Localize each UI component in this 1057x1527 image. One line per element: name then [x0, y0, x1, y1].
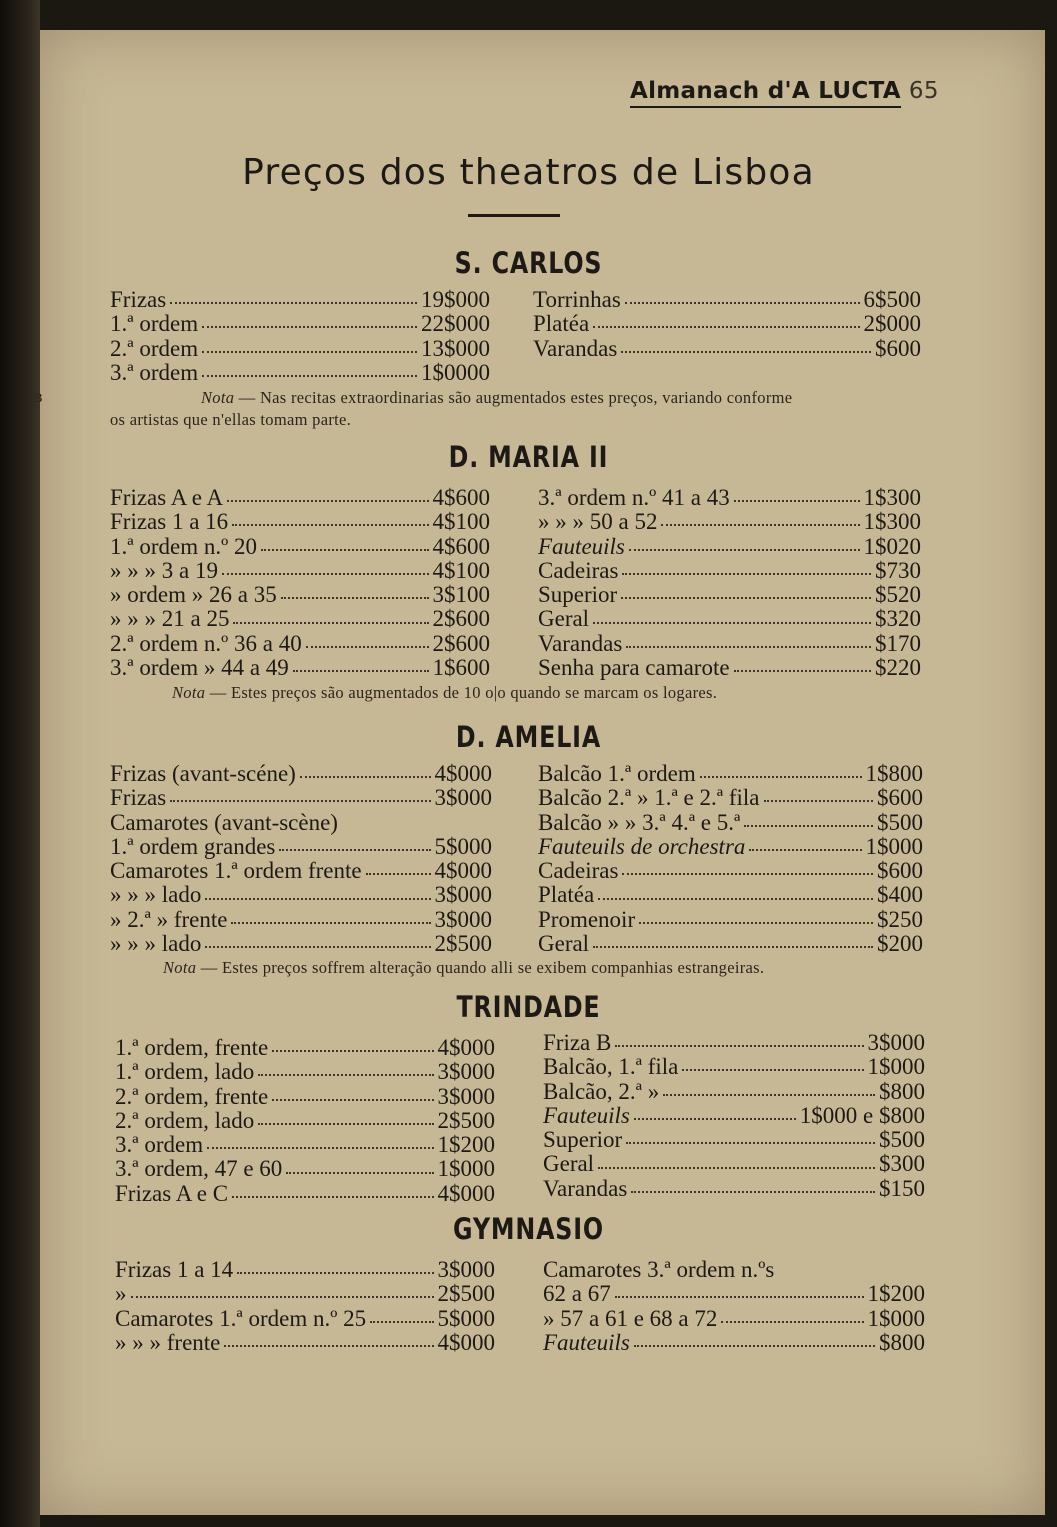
price-value: 2$500	[437, 1107, 495, 1133]
price-row	[538, 762, 923, 786]
section-title-d-maria: D. MARIA II	[448, 440, 609, 474]
price-value: 1$200	[867, 1281, 925, 1307]
price-row	[110, 583, 490, 607]
price-value: 5$000	[434, 833, 492, 859]
price-row	[543, 1258, 925, 1282]
price-value: 4$100	[432, 557, 490, 583]
dot-leader	[202, 351, 417, 353]
dot-leader	[734, 670, 871, 672]
d-amelia-left-list	[110, 762, 492, 956]
dot-leader	[170, 800, 430, 802]
price-row	[543, 1307, 925, 1331]
price-value: 2$500	[434, 931, 492, 957]
price-row	[115, 1307, 495, 1331]
price-row	[538, 583, 921, 607]
price-row	[543, 1055, 925, 1079]
seat-label: Cadeiras	[538, 558, 619, 583]
stray-mark: ɜ	[35, 386, 43, 406]
price-value: 3$000	[867, 1030, 925, 1055]
price-row	[543, 1152, 925, 1176]
price-value: 2$600	[432, 630, 490, 656]
dot-leader	[202, 326, 417, 328]
seat-label: » » » lado	[110, 883, 202, 908]
price-row	[538, 835, 923, 859]
seat-label: 1.ª ordem grandes	[110, 834, 276, 859]
price-value: 1$000	[867, 1054, 925, 1080]
price-row	[115, 1109, 495, 1133]
price-row	[115, 1182, 495, 1206]
seat-label: » » » 21 a 25	[110, 607, 230, 632]
price-value: 5$000	[437, 1305, 495, 1331]
price-value: 4$000	[437, 1180, 495, 1206]
price-row	[538, 510, 921, 534]
price-value: 2$500	[437, 1281, 495, 1307]
price-value: $500	[877, 809, 923, 835]
price-value: 1$0000	[421, 359, 490, 385]
price-row	[538, 859, 923, 883]
price-value: 4$000	[437, 1035, 495, 1060]
dot-leader	[625, 302, 860, 304]
price-row	[543, 1104, 925, 1128]
price-row	[110, 811, 492, 835]
price-row	[110, 883, 492, 907]
price-row	[543, 1331, 925, 1355]
price-value: $520	[875, 582, 921, 608]
seat-label: 1.ª ordem, lado	[115, 1060, 255, 1085]
seat-label: Balcão » » 3.ª 4.ª e 5.ª	[538, 810, 741, 835]
dot-leader	[622, 873, 873, 875]
dot-leader	[622, 573, 871, 575]
seat-label: » 2.ª » frente	[110, 907, 228, 932]
seat-label: Varandas	[533, 336, 618, 361]
price-row	[533, 337, 921, 361]
price-row	[110, 932, 492, 956]
dot-leader	[293, 670, 429, 672]
price-row	[110, 535, 490, 559]
price-value: 1$800	[865, 761, 923, 786]
price-value: $730	[875, 557, 921, 583]
seat-label: Senha para camarote	[538, 656, 730, 681]
section-title-gymnasio: GYMNASIO	[453, 1212, 604, 1246]
dot-leader	[661, 524, 859, 526]
dot-leader	[593, 946, 873, 948]
seat-label: 62 a 67	[543, 1282, 611, 1307]
price-row	[538, 656, 921, 680]
d-maria-note: Nota — Estes preços são augmentados de 10 o|o quando se marcam os logares.	[172, 683, 718, 702]
dot-leader	[615, 1296, 864, 1298]
price-row	[110, 312, 490, 336]
seat-label: Geral	[538, 932, 590, 957]
price-value: 1$300	[863, 485, 921, 510]
price-value: $500	[879, 1127, 925, 1153]
price-value: 1$000	[437, 1156, 495, 1182]
dot-leader	[272, 1099, 433, 1101]
price-row	[110, 361, 490, 385]
dot-leader	[621, 597, 871, 599]
price-row	[538, 786, 923, 810]
price-value: 1$020	[863, 533, 921, 559]
price-row	[110, 656, 490, 680]
dot-leader	[663, 1094, 875, 1096]
seat-label: Balcão 2.ª » 1.ª e 2.ª fila	[538, 786, 760, 811]
seat-label: Camarotes 1.ª ordem frente	[110, 859, 362, 884]
d-amelia-note: Nota — Estes preços soffrem alteração quando alli se exibem companhias estrangeiras.	[163, 958, 765, 977]
price-value: $220	[875, 655, 921, 681]
dot-leader	[258, 1074, 433, 1076]
price-row	[115, 1331, 495, 1355]
seat-label: Camarotes 3.ª ordem n.ºs	[543, 1258, 775, 1282]
price-row	[115, 1282, 495, 1306]
price-row	[538, 811, 923, 835]
seat-label: Frizas	[110, 786, 167, 811]
price-row	[110, 786, 492, 810]
seat-label: » » » frente	[115, 1330, 221, 1355]
seat-label: » » » lado	[110, 932, 202, 957]
seat-label: Fauteuils de orchestra	[538, 834, 746, 859]
dot-leader	[626, 1142, 875, 1144]
price-row	[543, 1177, 925, 1201]
price-value: 19$000	[421, 287, 490, 312]
price-value: 4$000	[434, 858, 492, 884]
seat-label: 2.ª ordem	[110, 336, 199, 361]
note-text: Estes preços soffrem alteração quando alli se exibem companhias estrangeiras.	[221, 958, 765, 977]
d-maria-right-list	[538, 486, 921, 680]
dot-leader	[170, 302, 417, 304]
section-title-s-carlos: S. CARLOS	[454, 246, 603, 280]
s-carlos-right-list	[533, 288, 921, 361]
trindade-left-list	[115, 1036, 495, 1206]
price-row	[543, 1128, 925, 1152]
price-row	[110, 908, 492, 932]
price-value: 13$000	[421, 335, 490, 361]
seat-label: Fauteuils	[543, 1330, 630, 1355]
note-label: Nota	[172, 683, 206, 702]
seat-label: Superior	[543, 1128, 623, 1153]
price-value: 4$000	[434, 761, 492, 786]
seat-label: Frizas	[110, 288, 167, 312]
dot-leader	[615, 1045, 863, 1047]
seat-label: Superior	[538, 583, 618, 608]
seat-label: 1.ª ordem	[110, 312, 199, 337]
section-title-trindade: TRINDADE	[456, 990, 601, 1024]
dot-leader	[231, 922, 430, 924]
price-value: $320	[875, 606, 921, 632]
seat-label: 2.ª ordem, frente	[115, 1084, 269, 1109]
seat-label: Frizas A e A	[110, 486, 224, 510]
price-value: $400	[877, 882, 923, 908]
seat-label: » ordem » 26 a 35	[110, 583, 277, 608]
price-value: 22$000	[421, 311, 490, 337]
seat-label: 2.ª ordem, lado	[115, 1108, 255, 1133]
dot-leader	[232, 524, 428, 526]
dot-leader	[286, 1172, 433, 1174]
price-row	[110, 510, 490, 534]
price-value: 3$000	[434, 785, 492, 811]
price-row	[538, 883, 923, 907]
gymnasio-left-list	[115, 1258, 495, 1355]
seat-label: Fauteuils	[543, 1103, 630, 1128]
seat-label: Frizas 1 a 14	[115, 1258, 234, 1282]
price-row	[538, 607, 921, 631]
price-value: 4$600	[432, 485, 490, 510]
note-text: Nas recitas extraordinarias são augmentados estes preços, variando conforme	[259, 388, 793, 407]
seat-label: Balcão, 1.ª fila	[543, 1055, 679, 1080]
seat-label: Platéa	[538, 883, 595, 908]
dot-leader	[598, 1167, 875, 1169]
dot-leader	[272, 1050, 433, 1052]
price-row	[110, 835, 492, 859]
seat-label: 1.ª ordem, frente	[115, 1036, 269, 1060]
title-rule	[468, 214, 560, 217]
dot-leader	[300, 776, 431, 778]
price-row	[115, 1085, 495, 1109]
price-row	[538, 932, 923, 956]
price-row	[533, 312, 921, 336]
dot-leader	[281, 597, 429, 599]
running-title: Almanach d'A LUCTA	[630, 78, 901, 108]
seat-label: Varandas	[538, 631, 623, 656]
d-amelia-right-list	[538, 762, 923, 956]
seat-label: » » » 50 a 52	[538, 510, 658, 535]
price-row	[538, 632, 921, 656]
price-value: $170	[875, 630, 921, 656]
dot-leader	[734, 500, 860, 502]
seat-label: 3.ª ordem	[115, 1133, 204, 1158]
price-row	[110, 632, 490, 656]
price-value: $800	[879, 1078, 925, 1104]
seat-label: Geral	[543, 1152, 595, 1177]
dot-leader	[639, 922, 873, 924]
dot-leader	[629, 549, 860, 551]
s-carlos-note: Nota — Nas recitas extraordinarias são augmentados estes preços, variando conforme	[201, 388, 793, 407]
dot-leader	[621, 351, 871, 353]
price-row	[538, 559, 921, 583]
price-row	[115, 1157, 495, 1181]
price-value: 4$000	[437, 1329, 495, 1355]
price-row	[538, 535, 921, 559]
trindade-right-list	[543, 1031, 925, 1201]
seat-label: Balcão, 2.ª »	[543, 1079, 660, 1104]
price-value: 1$300	[863, 509, 921, 535]
dot-leader	[764, 800, 874, 802]
gymnasio-right-list	[543, 1258, 925, 1355]
price-value: 1$600	[432, 655, 490, 681]
seat-label: 3.ª ordem, 47 e 60	[115, 1157, 283, 1182]
seat-label: 3.ª ordem	[110, 360, 199, 385]
price-value: 4$100	[432, 509, 490, 535]
price-value: $600	[875, 335, 921, 361]
seat-label: 3.ª ordem » 44 a 49	[110, 656, 289, 681]
price-value: 1$000 e $800	[799, 1102, 925, 1128]
price-row	[543, 1282, 925, 1306]
price-row	[110, 337, 490, 361]
dot-leader	[205, 946, 430, 948]
price-row	[538, 486, 921, 510]
dot-leader	[279, 849, 430, 851]
dot-leader	[306, 646, 429, 648]
price-row	[110, 486, 490, 510]
price-value: $150	[879, 1175, 925, 1201]
d-maria-left-list	[110, 486, 490, 680]
price-value: 2$600	[432, 606, 490, 632]
seat-label: Promenoir	[538, 907, 636, 932]
price-value: 3$000	[437, 1083, 495, 1109]
price-value: 1$000	[865, 833, 923, 859]
seat-label: » 57 a 61 e 68 a 72	[543, 1306, 718, 1331]
price-row	[110, 859, 492, 883]
seat-label: Geral	[538, 607, 590, 632]
price-row	[115, 1060, 495, 1084]
price-row	[533, 288, 921, 312]
dot-leader	[207, 1147, 433, 1149]
price-value: 3$000	[434, 906, 492, 932]
price-row	[543, 1080, 925, 1104]
dot-leader	[626, 646, 871, 648]
price-value: $600	[877, 785, 923, 811]
dot-leader	[370, 1321, 433, 1323]
dot-leader	[598, 898, 873, 900]
dot-leader	[634, 1345, 875, 1347]
dot-leader	[202, 375, 417, 377]
dot-leader	[224, 1345, 433, 1347]
dot-leader	[258, 1123, 433, 1125]
note-label: Nota	[163, 958, 197, 977]
note-label: Nota	[201, 388, 235, 407]
price-row	[543, 1031, 925, 1055]
seat-label: Platéa	[533, 312, 590, 337]
price-value: $200	[877, 931, 923, 957]
seat-label: Cadeiras	[538, 859, 619, 884]
page-title: Preços dos theatros de Lisboa	[242, 152, 815, 193]
price-row	[110, 559, 490, 583]
price-value: 3$100	[432, 582, 490, 608]
price-value: $800	[879, 1329, 925, 1355]
price-row	[115, 1258, 495, 1282]
dot-leader	[222, 573, 429, 575]
price-row	[115, 1133, 495, 1157]
dot-leader	[261, 549, 429, 551]
dot-leader	[232, 1196, 433, 1198]
seat-label: 3.ª ordem n.º 41 a 43	[538, 486, 730, 510]
seat-label: Camarotes (avant-scène)	[110, 810, 338, 835]
price-row	[110, 607, 490, 631]
price-value: 3$000	[437, 1257, 495, 1282]
section-title-d-amelia: D. AMELIA	[455, 720, 602, 754]
book-gutter	[0, 0, 40, 1527]
price-row	[110, 288, 490, 312]
price-value: 3$000	[434, 882, 492, 908]
dot-leader	[634, 1118, 796, 1120]
dot-leader	[131, 1296, 434, 1298]
note-text: Estes preços são augmentados de 10 o|o quando se marcam os logares.	[230, 683, 718, 702]
price-row	[110, 762, 492, 786]
seat-label: Varandas	[543, 1176, 628, 1201]
price-value: $600	[877, 858, 923, 884]
seat-label: Friza B	[543, 1031, 612, 1055]
seat-label: Fauteuils	[538, 534, 625, 559]
dot-leader	[366, 873, 431, 875]
price-value: 3$000	[437, 1059, 495, 1085]
price-value: 1$200	[437, 1132, 495, 1158]
dot-leader	[744, 825, 873, 827]
price-value: 2$000	[863, 311, 921, 337]
price-row	[115, 1036, 495, 1060]
page-number: 65	[908, 78, 939, 104]
seat-label: »	[115, 1282, 127, 1307]
price-row	[538, 908, 923, 932]
seat-label: » » » 3 a 19	[110, 558, 218, 583]
price-value: 6$500	[863, 287, 921, 312]
dot-leader	[700, 776, 862, 778]
dot-leader	[233, 622, 428, 624]
seat-label: 1.ª ordem n.º 20	[110, 534, 257, 559]
seat-label: Frizas A e C	[115, 1181, 229, 1206]
dot-leader	[721, 1321, 863, 1323]
dot-leader	[749, 849, 861, 851]
seat-label: Camarotes 1.ª ordem n.º 25	[115, 1306, 367, 1331]
s-carlos-note-cont: os artistas que n'ellas tomam parte.	[110, 410, 352, 429]
price-value: 1$000	[867, 1305, 925, 1331]
price-value: 4$600	[432, 533, 490, 559]
seat-label: Frizas 1 a 16	[110, 510, 229, 535]
seat-label: 2.ª ordem n.º 36 a 40	[110, 631, 302, 656]
dot-leader	[237, 1272, 433, 1274]
dot-leader	[227, 500, 428, 502]
dot-leader	[593, 622, 871, 624]
seat-label: Torrinhas	[533, 288, 621, 312]
seat-label: Frizas (avant-scéne)	[110, 762, 296, 786]
dot-leader	[631, 1191, 875, 1193]
price-value: $300	[879, 1151, 925, 1177]
price-value: $250	[877, 906, 923, 932]
running-header	[630, 78, 939, 104]
dot-leader	[205, 898, 430, 900]
dot-leader	[593, 326, 859, 328]
dot-leader	[682, 1069, 863, 1071]
s-carlos-left-list	[110, 288, 490, 385]
seat-label: Balcão 1.ª ordem	[538, 762, 696, 786]
